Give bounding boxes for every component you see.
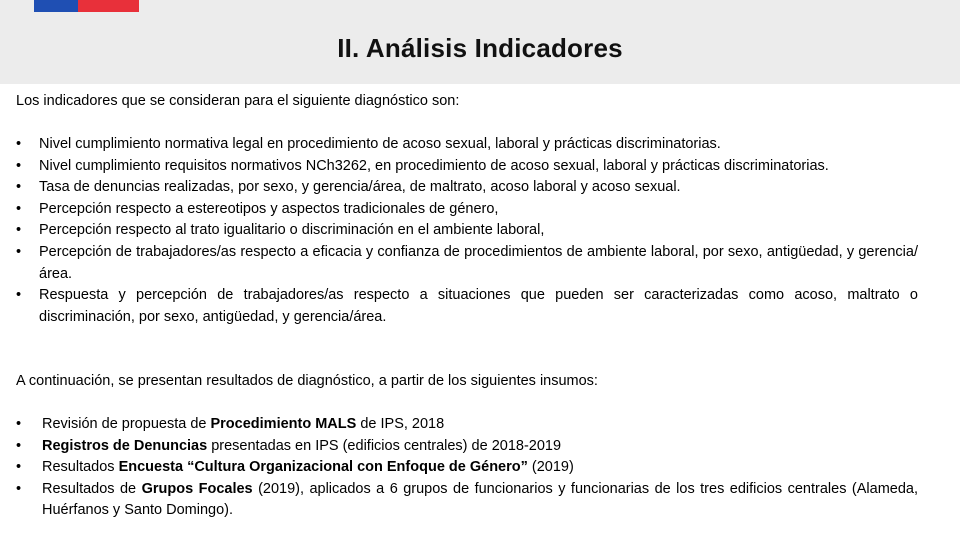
bullet-icon: • — [16, 222, 22, 239]
list-item — [16, 285, 918, 328]
bullet-icon: • — [16, 437, 22, 454]
list-item — [16, 457, 918, 479]
list-item — [16, 436, 918, 458]
bullet-icon: • — [16, 157, 22, 174]
bullet-icon: • — [16, 200, 22, 217]
input-pre: Resultados — [42, 459, 119, 476]
bullet-icon: • — [16, 136, 22, 152]
list-item — [16, 414, 918, 436]
input-pre: Resultados de — [42, 480, 142, 497]
input-post: (2019) — [527, 459, 574, 476]
inputs-list — [16, 414, 918, 522]
list-item — [16, 177, 918, 199]
bullet-icon: • — [16, 287, 22, 304]
list-item — [16, 134, 918, 156]
indicator-text: Tasa de denuncias realizadas, por sexo, y gerencia/área, de maltrato, acoso laboral y acoso sexual. — [39, 179, 681, 196]
indicator-text: Nivel cumplimiento requisitos normativos NCh3262, en procedimiento de acoso sexual, laboral y prácticas discriminatorias. — [39, 157, 829, 174]
slide-title: II. Análisis Indicadores — [337, 33, 623, 63]
indicator-text: Respuesta y percepción de trabajadores/as respecto a situaciones que pueden ser caracterizadas como acoso, maltrato o discriminación, por sexo, antigüedad, y gerencia/área. — [39, 287, 918, 325]
input-bold: Encuesta “Cultura Organizacional con Enfoque de Género” — [118, 459, 528, 476]
list-item — [16, 199, 918, 221]
indicator-text: Percepción respecto al trato igualitario o discriminación en el ambiente laboral, — [39, 222, 545, 239]
bullet-icon: • — [16, 459, 22, 476]
bullet-icon: • — [16, 179, 22, 196]
bullet-icon: • — [16, 480, 22, 497]
input-post: de IPS, 2018 — [356, 416, 445, 432]
input-post: (2019), aplicados a 6 grupos de funcionarios y funcionarias de los tres edificios centrales (Alameda, Huérfanos y Santo Domingo). — [42, 480, 918, 519]
list-item — [16, 479, 918, 522]
list-item — [16, 220, 918, 242]
input-bold: Registros de Denuncias — [42, 437, 208, 454]
bullet-icon: • — [16, 416, 22, 432]
indicator-list — [16, 134, 918, 328]
flag-red-stripe — [78, 0, 139, 12]
indicator-text: Percepción de trabajadores/as respecto a eficacia y confianza de procedimientos de ambiente laboral, por sexo, antigüedad, y gerencia/área. — [39, 243, 918, 282]
input-bold: Procedimiento MALS — [210, 416, 357, 432]
indicator-text: Percepción respecto a estereotipos y aspectos tradicionales de género, — [39, 200, 499, 217]
flag-blue-stripe — [34, 0, 78, 12]
bullet-icon: • — [16, 243, 22, 260]
continuation-text: A continuación, se presentan resultados de diagnóstico, a partir de los siguientes insumos: — [16, 373, 598, 389]
list-item — [16, 156, 918, 178]
input-post: presentadas en IPS (edificios centrales) de 2018-2019 — [207, 437, 562, 454]
input-pre: Revisión de propuesta de — [42, 416, 211, 432]
intro-text: Los indicadores que se consideran para el siguiente diagnóstico son: — [16, 93, 460, 109]
list-item — [16, 242, 918, 285]
indicator-text: Nivel cumplimiento normativa legal en procedimiento de acoso sexual, laboral y prácticas discriminatorias. — [39, 136, 721, 152]
input-bold: Grupos Focales — [141, 480, 253, 497]
